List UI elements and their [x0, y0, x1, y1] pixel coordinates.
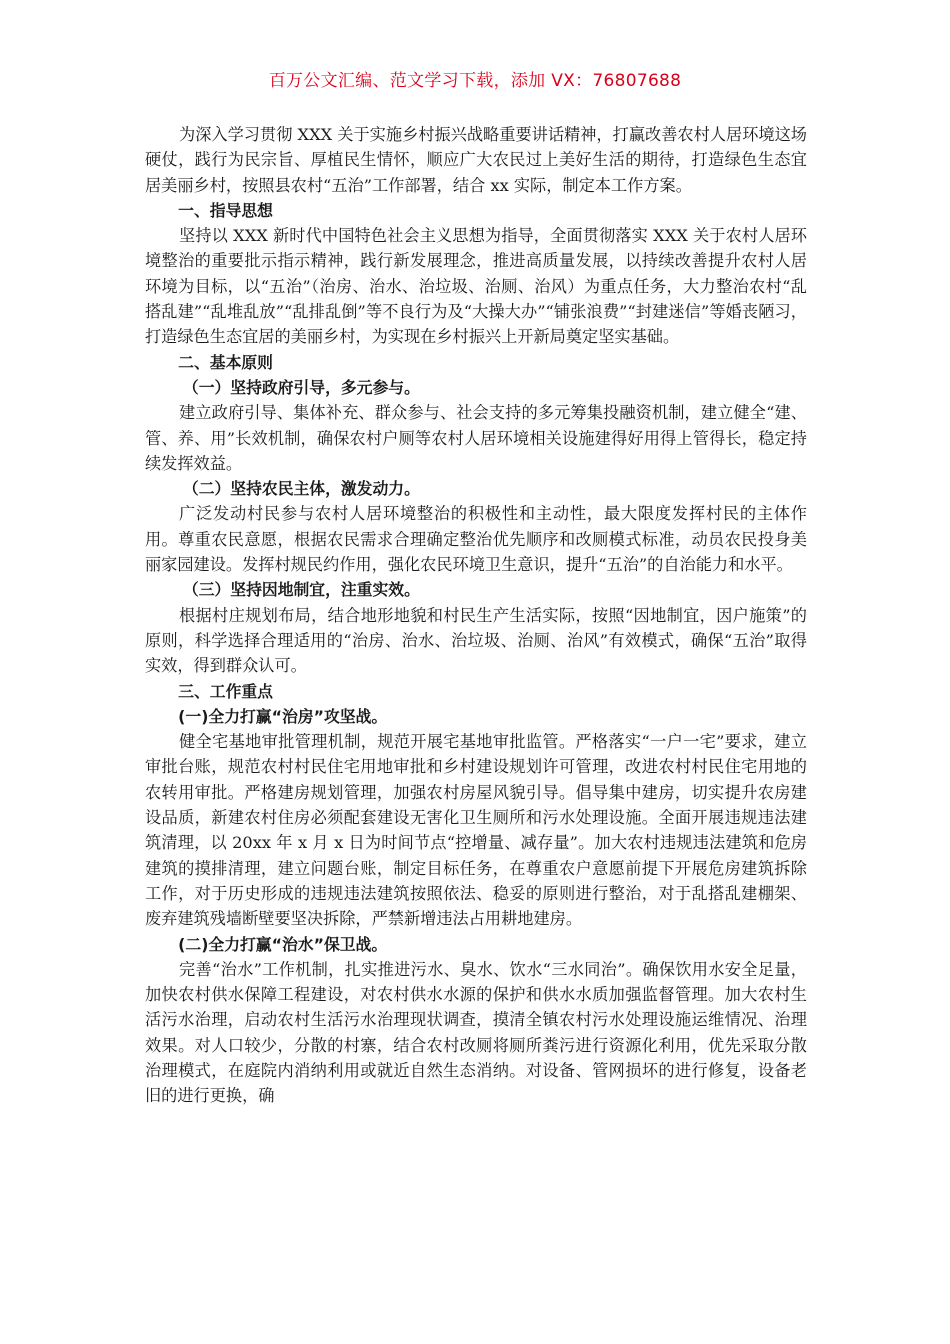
section-heading-work-focus: 三、工作重点 — [178, 681, 273, 701]
guiding-ideology-paragraph: 坚持以 XXX 新时代中国特色社会主义思想为指导，全面贯彻落实 XXX 关于农村人居环境整治的重要批示指示精神，践行新发展理念，推进高质量发展，以持续改善提升农村人居环境为目标，以“五治”（治房、治水、治垃圾、治厕、治风）为重点任务，大力整治农村“乱搭乱建”“乱堆乱放”“乱排乱倒”等不良行为及“大操大办”“铺张浪费”“封建迷信”等婚丧陋习，打造绿色生态宜居的美丽乡村，为实现在乡村振兴上开新局奠定坚实基础。 — [145, 226, 807, 347]
principle-2-paragraph: 广泛发动村民参与农村人居环境整治的积极性和主动性，最大限度发挥村民的主体作用。尊重农民意愿，根据农民需求合理确定整治优先顺序和改厕模式标准，动员农民投身美丽家园建设。发挥村规民约作用，强化农民环境卫生意识，提升“五治”的自治能力和水平。 — [145, 504, 807, 575]
promo-banner: 百万公文汇编、范文学习下载，添加 VX：76807688 — [268, 71, 682, 91]
intro-paragraph: 为深入学习贯彻 XXX 关于实施乡村振兴战略重要讲话精神，打赢改善农村人居环境这场硬仗，践行为民宗旨、厚植民生情怀，顺应广大农民过上美好生活的期待，打造绿色生态宜居美丽乡村，按照县农村“五治”工作部署，结合 xx 实际，制定本工作方案。 — [145, 125, 807, 195]
focus-1-paragraph: 健全宅基地审批管理机制，规范开展宅基地审批监管。严格落实“一户一宅”要求，建立审批台账，规范农村村民住宅用地审批和乡村建设规划许可管理，改进农村村民住宅用地的农转用审批。严格建房规划管理，加强农村房屋风貌引导。倡导集中建房，切实提升农房建设品质，新建农村住房必须配套建设无害化卫生厕所和污水处理设施。全面开展违规违法建筑清理，以 20xx 年 x 月 x 日为时间节点“控增量、减存量”。加大农村违规违法建筑和危房建筑的摸排清理，建立问题台账，制定目标任务，在尊重农户意愿前提下开展危房建筑拆除工作，对于历史形成的违规违法建筑按照依法、稳妥的原则进行整治，对于乱搭乱建棚架、废弃建筑残墙断壁要坚决拆除，严禁新增违法占用耕地建房。 — [145, 732, 807, 929]
document-body — [145, 122, 807, 1109]
principle-2-heading: （二）坚持农民主体，激发动力。 — [182, 479, 420, 499]
focus-2-paragraph: 完善“治水”工作机制，扎实推进污水、臭水、饮水“三水同治”。确保饮用水安全足量，加快农村供水保障工程建设，对农村供水水源的保护和供水水质加强监督管理。加大农村生活污水治理，启动农村生活污水治理现状调查，摸清全镇农村污水处理设施运维情况、治理效果。对人口较少，分散的村寨，结合农村改厕将厕所粪污进行资源化利用，优先采取分散治理模式，在庭院内消纳利用或就近自然生态消纳。对设备、管网损坏的进行修复，设备老旧的进行更换，确 — [145, 959, 807, 1106]
section-heading-guiding-ideology: 一、指导思想 — [178, 200, 273, 220]
principle-3-heading: （三）坚持因地制宜，注重实效。 — [182, 580, 420, 600]
principle-1-paragraph: 建立政府引导、集体补充、群众参与、社会支持的多元筹集投融资机制，建立健全“建、管、养、用”长效机制，确保农村户厕等农村人居环境相关设施建得好用得上管得长，稳定持续发挥效益。 — [145, 403, 807, 473]
principle-3-paragraph: 根据村庄规划布局，结合地形地貌和村民生产生活实际，按照“因地制宜，因户施策”的原则，科学选择合理适用的“治房、治水、治垃圾、治厕、治风”有效模式，确保“五治”取得实效，得到群众认可。 — [145, 605, 807, 676]
focus-2-heading: (二)全力打赢“治水”保卫战。 — [178, 934, 388, 954]
focus-1-heading: (一)全力打赢“治房”攻坚战。 — [178, 706, 388, 726]
section-heading-basic-principles: 二、基本原则 — [178, 352, 273, 372]
principle-1-heading: （一）坚持政府引导，多元参与。 — [182, 377, 420, 397]
